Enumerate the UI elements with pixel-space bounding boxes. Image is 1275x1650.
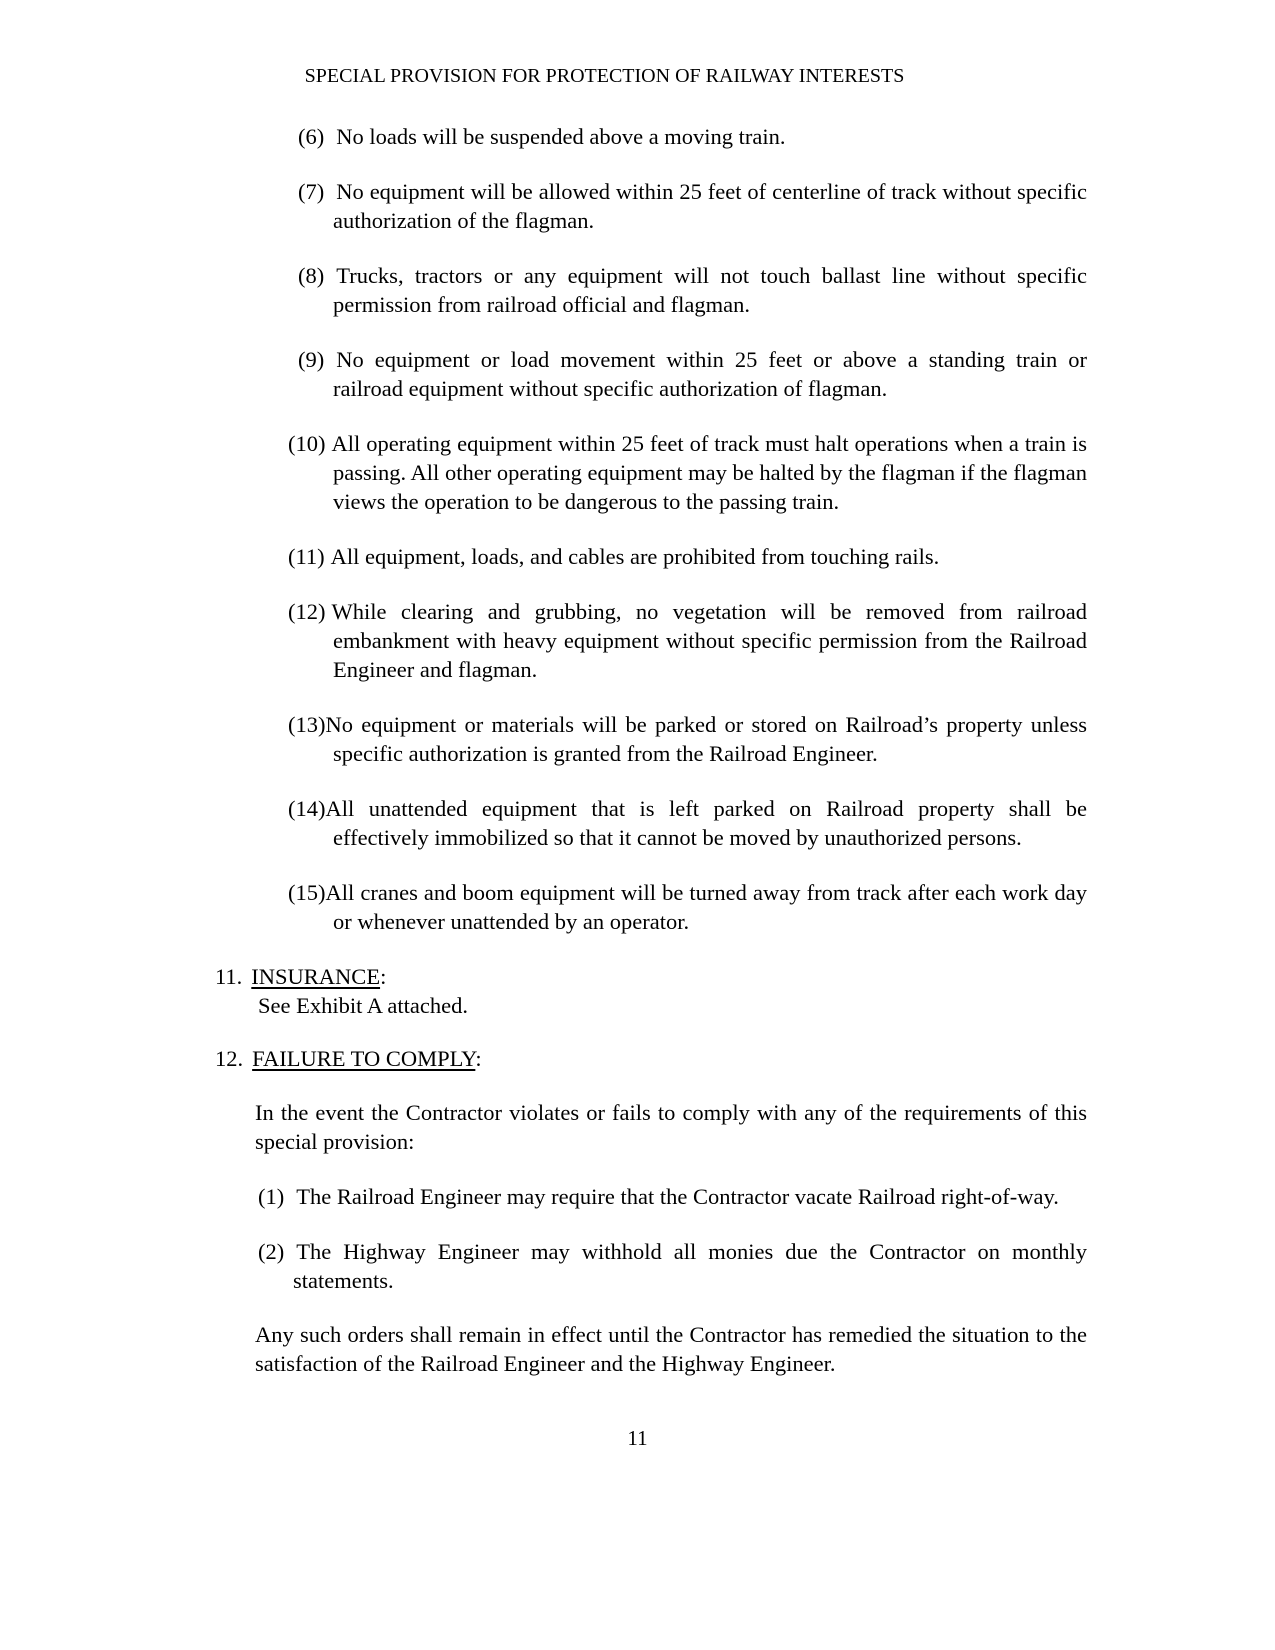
insurance-body: See Exhibit A attached. [258,993,468,1018]
list-item-number: (11) [288,544,325,569]
list-item-number: (8) [298,263,325,288]
list-item-number: (10) [288,431,326,456]
list-item-number: (9) [298,347,325,372]
list-item-text: No equipment will be allowed within 25 feet of centerline of track without specific authorization of the flagman. [333,179,1087,233]
failure-closing-paragraph: Any such orders shall remain in effect until the Contractor has remedied the situation to the satisfaction of the Railroad Engineer and the Highway Engineer. [255,1322,1087,1376]
list-item-text: While clearing and grubbing, no vegetation will be removed from railroad embankment with heavy equipment without specific permission from the Railroad Engineer and flagman. [331,599,1087,682]
numbered-list [0,122,1275,936]
sub-item-text: The Highway Engineer may withhold all monies due the Contractor on monthly statements. [293,1239,1087,1293]
list-item-text: All cranes and boom equipment will be turned away from track after each work day or whenever unattended by an operator. [325,880,1087,934]
list-item [288,542,1087,571]
section-title-colon: : [475,1046,482,1071]
section-heading-failure-to-comply [215,1044,1087,1073]
sub-list-item [258,1182,1087,1211]
list-item [288,710,1087,768]
sub-item-number: (1) [258,1184,285,1209]
section-title: INSURANCE [251,964,381,989]
list-item-text: All equipment, loads, and cables are prohibited from touching rails. [330,544,940,569]
list-item-number: (13) [288,712,326,737]
list-item [288,261,1087,319]
list-item [288,597,1087,684]
sub-item-text: The Railroad Engineer may require that the Contractor vacate Railroad right-of-way. [296,1184,1059,1209]
list-item-text: All unattended equipment that is left parked on Railroad property shall be effectively immobilized so that it cannot be moved by unauthorized persons. [325,796,1087,850]
list-item-number: (6) [298,124,325,149]
list-item-text: No loads will be suspended above a moving train. [336,124,786,149]
list-item-text: No equipment or load movement within 25 feet or above a standing train or railroad equipment without specific authorization of flagman. [333,347,1087,401]
list-item-text: All operating equipment within 25 feet of track must halt operations when a train is passing. All other operating equipment may be halted by the flagman if the flagman views the operation to be dangerous to the passing train. [331,431,1087,514]
section-title-colon: : [380,964,387,989]
list-item [288,177,1087,235]
list-item [288,345,1087,403]
sub-list-item [258,1237,1087,1295]
section-number: 12. [215,1046,244,1071]
list-item [288,122,1087,151]
section-title: FAILURE TO COMPLY [252,1046,476,1071]
list-item-number: (12) [288,599,326,624]
document-title: SPECIAL PROVISION FOR PROTECTION OF RAILWAY INTERESTS [304,65,905,87]
sub-item-number: (2) [258,1239,285,1264]
list-item-number: (14) [288,796,326,821]
failure-intro-paragraph: In the event the Contractor violates or fails to comply with any of the requirements of this special provision: [255,1100,1087,1154]
list-item-number: (15) [288,880,326,905]
list-item [288,878,1087,936]
list-item [288,794,1087,852]
list-item-number: (7) [298,179,325,204]
list-item [288,429,1087,516]
page-number: 11 [627,1426,648,1450]
section-heading-insurance [215,962,1087,991]
list-item-text: Trucks, tractors or any equipment will not touch ballast line without specific permission from railroad official and flagman. [333,263,1087,317]
section-number: 11. [215,964,243,989]
list-item-text: No equipment or materials will be parked or stored on Railroad’s property unless specific authorization is granted from the Railroad Engineer. [325,712,1087,766]
